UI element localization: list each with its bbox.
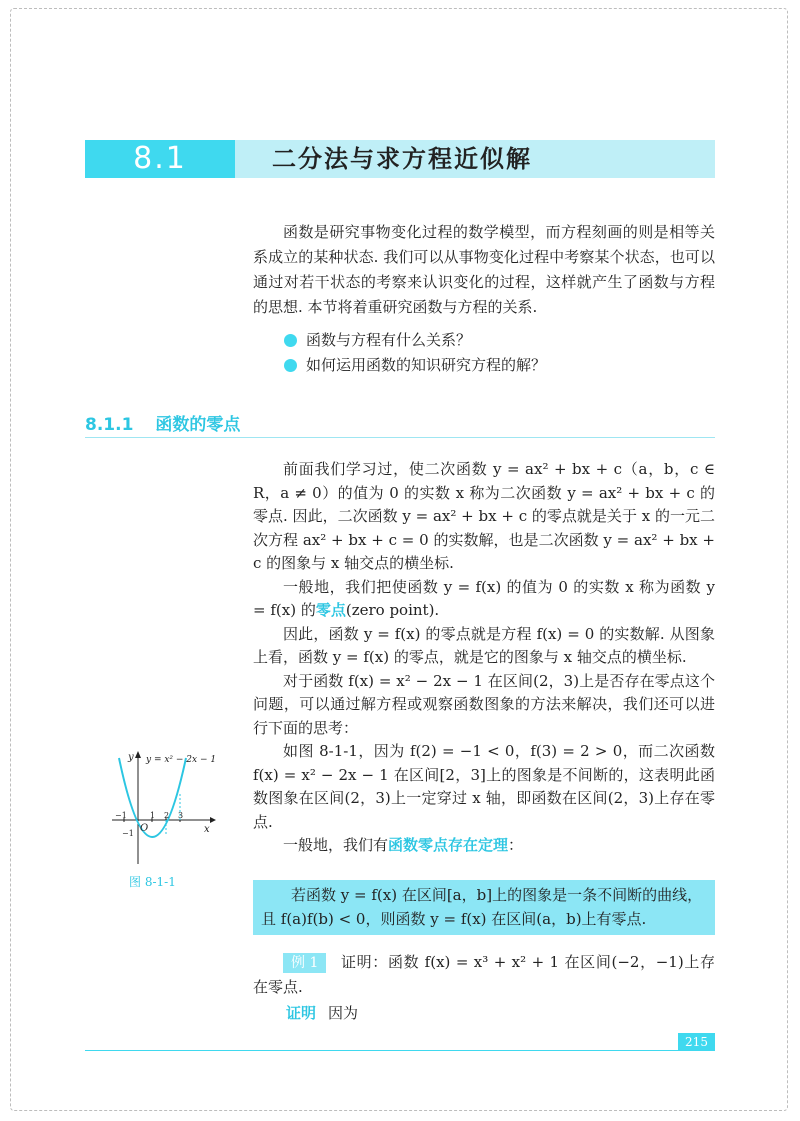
origin-label: O — [140, 823, 149, 834]
intro-block — [253, 220, 715, 320]
page-number: 215 — [678, 1033, 715, 1051]
term-zero-point: 零点 — [315, 601, 346, 619]
example-block — [253, 950, 715, 1000]
proof-text: 因为 — [328, 1004, 359, 1022]
x-axis-arrow-icon — [210, 817, 216, 823]
subsection-heading — [85, 410, 240, 435]
example-label: 例 1 — [283, 953, 326, 973]
question-list — [284, 328, 546, 378]
paragraph-figure-reasoning: 如图 8-1-1，因为 f(2) = −1 < 0，f(3) = 2 > 0，而二次函数 f(x) = x² − 2x − 1 在区间[2，3]上的图象是不间断的，这表明此函数图象在区间(2，3)上一定穿过 x 轴，即函数在区间(2，3)上存在零点. — [253, 742, 715, 831]
theorem-box — [253, 880, 715, 935]
section-number: 8.1 — [85, 140, 235, 178]
question-item — [284, 353, 546, 378]
body-text — [253, 458, 715, 858]
parabola-figure — [110, 748, 222, 868]
example-text: 证明：函数 f(x) = x³ + x² + 1 在区间(−2，−1)上存在零点. — [253, 953, 715, 996]
subsection-rule — [85, 437, 715, 438]
paragraph-zero-meaning: 因此，函数 y = f(x) 的零点就是方程 f(x) = 0 的实数解. 从图象上看，函数 y = f(x) 的零点，就是它的图象与 x 轴交点的横坐标. — [253, 624, 715, 666]
bullet-dot-icon — [284, 334, 297, 347]
tick-label: 3 — [178, 811, 184, 820]
question-text: 如何运用函数的知识研究方程的解？ — [306, 356, 547, 374]
proof-line — [286, 1002, 358, 1023]
theorem-text: 若函数 y = f(x) 在区间[a，b]上的图象是一条不间断的曲线，且 f(a)f(b) < 0，则函数 y = f(x) 在区间(a，b)上有零点. — [261, 886, 703, 928]
parabola-curve — [119, 758, 186, 837]
footer-rule — [85, 1050, 715, 1051]
proof-label: 证明 — [286, 1004, 317, 1022]
intro-paragraph: 函数是研究事物变化过程的数学模型，而方程刻画的则是相等关系成立的某种状态. 我们可以从事物变化过程中考察某个状态，也可以通过对若干状态的考察来认识变化的过程，这样就产生了函数与方程的思想. 本节将着重研究函数与方程的关系. — [253, 223, 715, 316]
section-title: 二分法与求方程近似解 — [272, 144, 532, 173]
subsection-title: 函数的零点 — [155, 415, 241, 435]
tick-label-y: −1 — [122, 829, 134, 838]
axis-label-y: y — [128, 752, 134, 763]
tick-label: 2 — [164, 811, 170, 820]
paragraph-question: 对于函数 f(x) = x² − 2x − 1 在区间(2，3)上是否存在零点这个问题，可以通过解方程或观察函数图象的方法来解决，我们还可以进行下面的思考： — [253, 671, 715, 737]
paragraph-quadratic-zero: 前面我们学习过，使二次函数 y = ax² + bx + c（a，b，c ∈ R，a ≠ 0）的值为 0 的实数 x 称为二次函数 y = ax² + bx + c 的零点. 因此，二次函数 y = ax² + bx + c 的零点就是关于 x 的一元二次方程 ax² + bx + c = 0 的实数解，也是二次函数 y = ax² + bx + c 的图象与 x 轴交点的横坐标. — [253, 460, 715, 572]
figure-caption: 图 8-1-1 — [129, 875, 176, 889]
bullet-dot-icon — [284, 359, 297, 372]
subsection-number: 8.1.1 — [85, 415, 134, 435]
paragraph-zero-definition: 一般地，我们把使函数 y = f(x) 的值为 0 的实数 x 称为函数 y = f(x) 的零点(zero point). — [253, 577, 715, 619]
tick-label: −1 — [115, 811, 127, 820]
tick-label: 1 — [150, 811, 156, 820]
axis-label-x: x — [204, 824, 210, 835]
question-text: 函数与方程有什么关系？ — [306, 331, 472, 349]
paragraph-theorem-intro: 一般地，我们有函数零点存在定理： — [283, 836, 524, 854]
question-item — [284, 328, 546, 353]
y-axis-arrow-icon — [135, 751, 141, 758]
term-zero-theorem: 函数零点存在定理 — [388, 836, 509, 854]
equation-label: y = x² − 2x − 1 — [146, 755, 217, 765]
